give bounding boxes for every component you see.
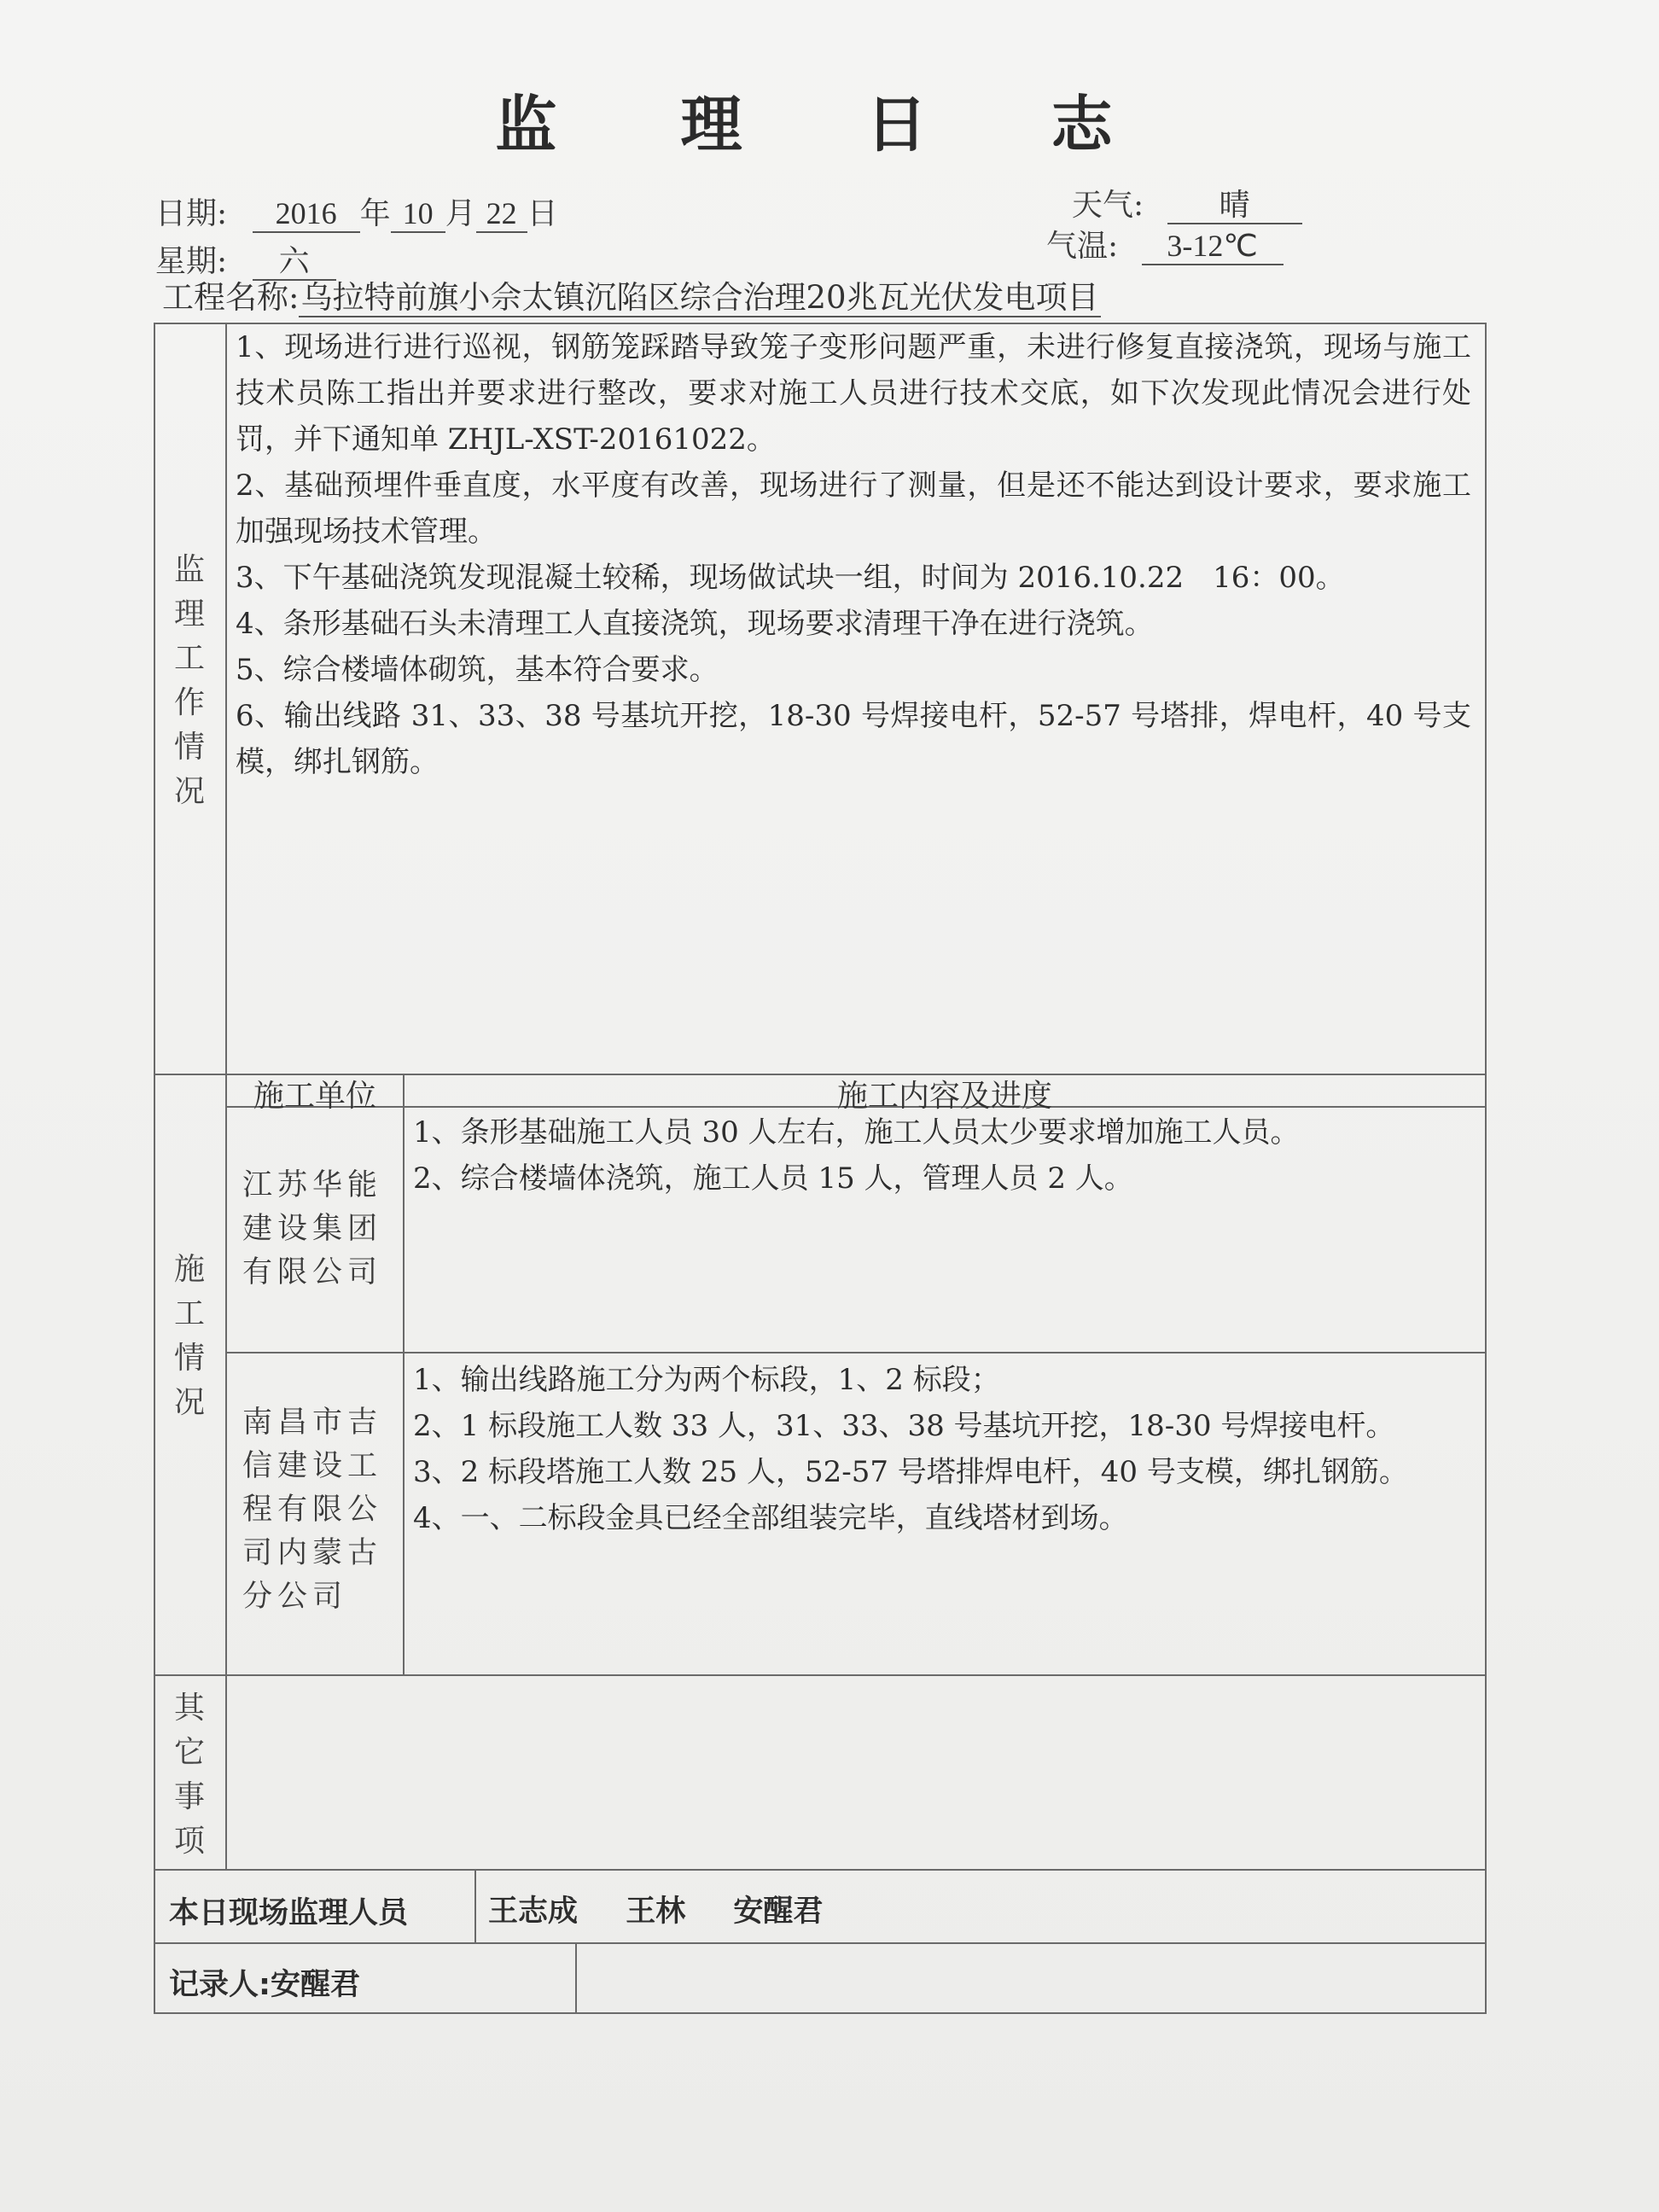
unit-name-line: 江苏华能 (242, 1168, 383, 1202)
project-label: 工程名称: (162, 279, 300, 316)
construction-unit-column-divider (403, 1074, 405, 1674)
label-char: 事 (173, 1779, 205, 1814)
unit-name-line: 程有限公 (242, 1493, 383, 1527)
weekday-label: 星期: (155, 244, 228, 279)
temperature-value: 3-12℃ (1142, 230, 1284, 265)
date-month-unit: 月 (445, 196, 476, 231)
staff-name: 王志成 (488, 1895, 579, 1929)
section-divider-staff (154, 1942, 1487, 1944)
supervision-section-label (154, 548, 225, 814)
section-divider-other (154, 1869, 1487, 1871)
label-char: 其 (173, 1691, 205, 1726)
label-char: 情 (173, 1341, 205, 1376)
section-divider-construction (154, 1674, 1487, 1676)
temperature-label: 气温: (1046, 229, 1119, 264)
label-char: 况 (173, 774, 205, 809)
construction-section-label (154, 1248, 225, 1425)
other-section-label (154, 1686, 225, 1864)
unit-name-line: 有限公司 (242, 1255, 383, 1289)
date-line (155, 189, 558, 233)
label-char: 项 (173, 1824, 205, 1859)
temperature-line (1046, 222, 1284, 265)
unit-name-line: 司内蒙古 (242, 1536, 383, 1570)
date-year-unit: 年 (359, 196, 391, 231)
log-table (154, 323, 1487, 2014)
supervision-item: 6、输出线路 31、33、38 号基坑开挖，18-30 号焊接电杆，52-57 号塔排，焊电杆，40 号支模，绑扎钢筋。 (236, 699, 1471, 779)
supervision-content (236, 324, 1471, 785)
label-char: 它 (173, 1735, 205, 1770)
staff-name: 安醒君 (733, 1895, 824, 1929)
column-header-content: 施工内容及进度 (836, 1079, 1052, 1114)
staff-label: 本日现场监理人员 (169, 1896, 409, 1930)
label-char: 监 (173, 552, 205, 587)
staff-name: 王林 (626, 1895, 686, 1929)
label-char: 况 (173, 1385, 205, 1420)
construction-unit-content (413, 1357, 1471, 1541)
project-name: 乌拉特前旗小佘太镇沉陷区综合治理20兆瓦光伏发电项目 (300, 279, 1099, 316)
supervision-item: 5、综合楼墙体砌筑，基本符合要求。 (236, 653, 719, 687)
construction-item: 4、一、二标段金具已经全部组装完毕，直线塔材到场。 (413, 1501, 1128, 1535)
supervision-item: 4、条形基础石头未清理工人直接浇筑，现场要求清理干净在进行浇筑。 (236, 607, 1154, 641)
construction-item: 3、2 标段塔施工人数 25 人，52-57 号塔排焊电杆，40 号支模，绑扎钢筋。 (413, 1455, 1408, 1489)
staff-label-divider (474, 1869, 476, 1942)
unit-name-line: 分公司 (242, 1580, 348, 1614)
unit-name-line: 南昌市吉 (242, 1406, 383, 1440)
table-border-bottom (154, 2012, 1487, 2014)
construction-item: 1、输出线路施工分为两个标段，1、2 标段； (413, 1363, 1000, 1397)
label-char: 工 (173, 1296, 205, 1331)
recorder-label-divider (575, 1942, 577, 2014)
date-month: 10 (391, 197, 445, 233)
label-char: 工 (173, 641, 205, 676)
label-char: 情 (173, 730, 205, 765)
supervision-item: 1、现场进行进行巡视，钢筋笼踩踏导致笼子变形问题严重，未进行修复直接浇筑，现场与施工技术员陈工指出并要求进行整改，要求对施工人员进行技术交底，如下次发现此情况会进行处罚，并下通知单 ZHJL-XST-20161022。 (236, 330, 1471, 457)
page-title: 监 理 日 志 (495, 89, 1164, 160)
construction-item: 1、条形基础施工人员 30 人左右，施工人员太少要求增加施工人员。 (413, 1115, 1300, 1150)
supervision-item: 2、基础预埋件垂直度，水平度有改善，现场进行了测量，但是还不能达到设计要求，要求施工加强现场技术管理。 (236, 469, 1471, 549)
recorder-label: 记录人:安醒君 (169, 1968, 360, 2002)
date-year: 2016 (253, 197, 360, 233)
construction-unit-content (413, 1109, 1471, 1202)
date-day-unit: 日 (527, 196, 558, 231)
label-char: 作 (173, 685, 205, 720)
staff-names (488, 1888, 860, 1930)
date-day: 22 (476, 197, 527, 233)
construction-unit-name (242, 1164, 382, 1295)
construction-unit-divider (225, 1352, 1487, 1353)
construction-item: 2、1 标段施工人数 33 人，31、33、38 号基坑开挖，18-30 号焊接电杆。 (413, 1409, 1395, 1443)
date-label: 日期: (155, 196, 228, 231)
unit-name-line: 建设集团 (242, 1212, 383, 1246)
construction-unit-name (242, 1401, 382, 1619)
weekday-value: 六 (253, 245, 336, 281)
construction-item: 2、综合楼墙体浇筑，施工人员 15 人，管理人员 2 人。 (413, 1161, 1133, 1196)
column-header-unit: 施工单位 (253, 1079, 376, 1114)
supervision-item: 3、下午基础浇筑发现混凝土较稀，现场做试块一组，时间为 2016.10.22 16：00。 (236, 561, 1345, 595)
weather-line (1072, 181, 1302, 224)
table-border-right (1485, 323, 1487, 2014)
unit-name-line: 信建设工 (242, 1449, 383, 1483)
label-char: 施 (173, 1252, 205, 1287)
weather-label: 天气: (1072, 188, 1144, 223)
project-line (162, 271, 1101, 317)
weather-value: 晴 (1167, 189, 1302, 224)
label-char: 理 (173, 597, 205, 632)
